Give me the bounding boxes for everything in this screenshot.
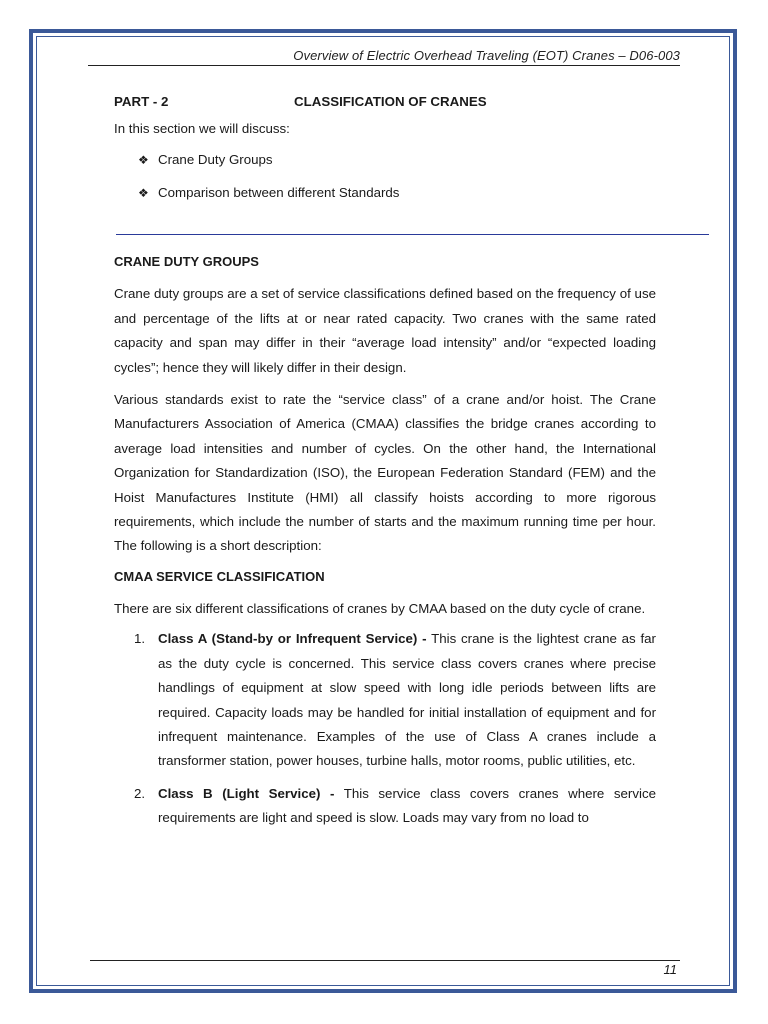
list-item xyxy=(114,627,656,773)
part-title: CLASSIFICATION OF CRANES xyxy=(294,94,487,109)
list-item-text: Comparison between different Standards xyxy=(158,185,400,201)
header-rule xyxy=(88,65,680,66)
cmaa-intro: There are six different classifications of cranes by CMAA based on the duty cycle of crane. xyxy=(114,600,646,616)
diamond-bullet-icon: ❖ xyxy=(138,186,149,201)
class-description: This crane is the lightest crane as far as the duty cycle is concerned. This service class covers cranes where precise handlings of equipment at slow speed with long idle periods between lifts are required. Capacity loads may be handled for initial installation of equipment and for infrequent maintenance. Examples of the use of Class A cranes include a transformer station, power houses, turbine halls, motor rooms, public utilities, etc. xyxy=(158,631,656,769)
cmaa-heading: CMAA SERVICE CLASSIFICATION xyxy=(114,568,325,584)
class-list xyxy=(114,627,656,830)
footer-rule xyxy=(90,960,680,961)
diamond-bullet-icon: ❖ xyxy=(138,153,149,168)
part-label: PART - 2 xyxy=(114,94,169,109)
duty-groups-paragraph-1: Crane duty groups are a set of service classifications defined based on the frequency of use and percentage of the lifts at or near rated capacity. Two cranes with the same rated capacity and span may differ in their “average load intensity” and/or “expected loading cycles”; hence they will likely differ in their design. xyxy=(114,286,656,375)
class-title: Class A (Stand-by or Infrequent Service) - xyxy=(158,631,427,647)
duty-groups-paragraph-2: Various standards exist to rate the “service class” of a crane and/or hoist. The Crane Manufacturers Association of America (CMAA) classifies the bridge cranes according to average load intensities and number of cycles. On the other hand, the International Organization for Standardization (ISO), the European Federation Standard (FEM) and the Hoist Manufactures Institute (HMI) all classify hoists according to more rigorous requirements, which include the number of starts and the maximum running time per hour. The following is a short description: xyxy=(114,392,656,554)
list-item xyxy=(138,181,656,205)
topic-list xyxy=(114,148,656,205)
class-description: This service class covers cranes where service requirements are light and speed is slow. Loads may vary from no load to xyxy=(158,785,656,826)
part-heading xyxy=(114,92,656,112)
list-item xyxy=(138,148,656,172)
list-item-text: Crane Duty Groups xyxy=(158,152,273,168)
section-intro: In this section we will discuss: xyxy=(114,121,290,136)
list-number: 2. xyxy=(134,785,146,801)
running-header: Overview of Electric Overhead Traveling (EOT) Cranes – D06-003 xyxy=(293,48,680,63)
page-number: 11 xyxy=(663,962,677,977)
class-title: Class B (Light Service) - xyxy=(158,785,335,801)
page-content xyxy=(114,92,656,839)
list-item xyxy=(114,782,656,831)
list-number: 1. xyxy=(134,631,146,647)
duty-groups-heading: CRANE DUTY GROUPS xyxy=(114,254,259,270)
